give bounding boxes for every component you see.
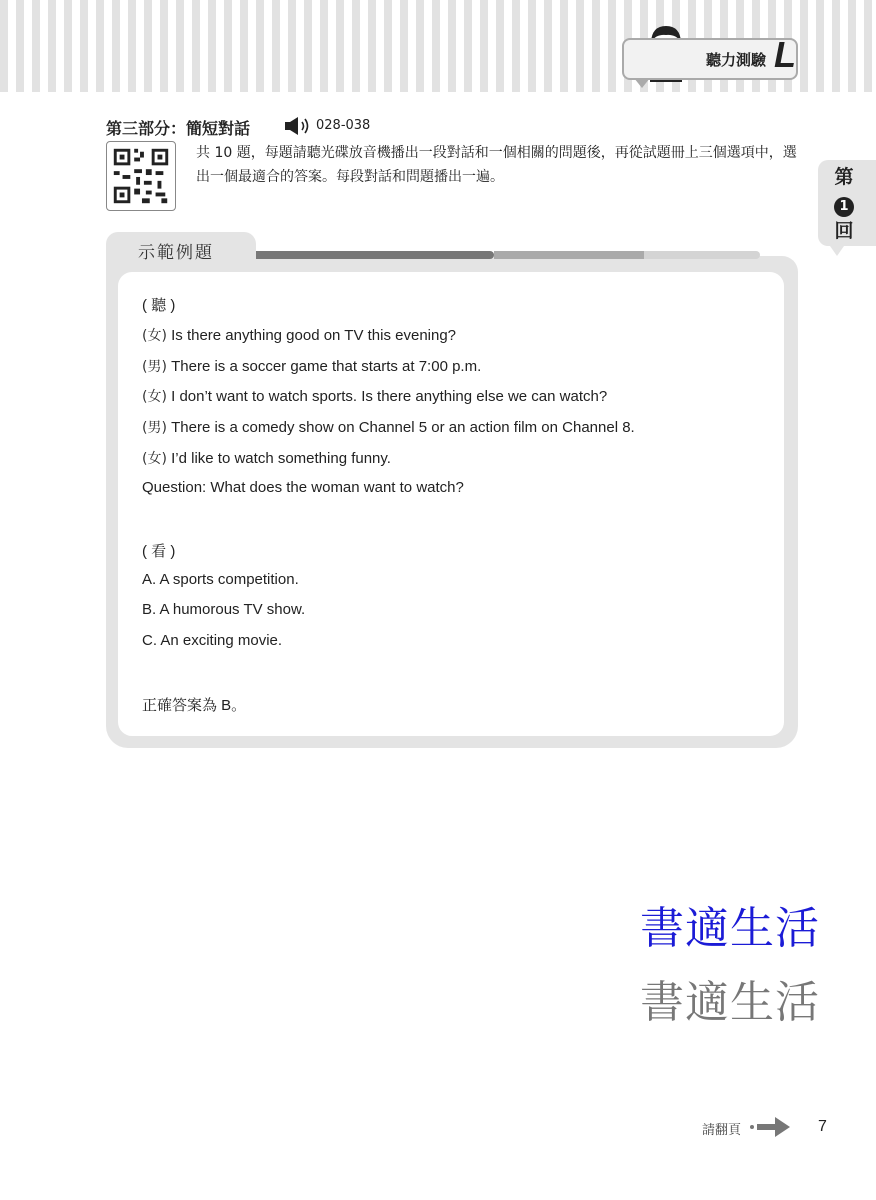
dialogue-line-4: [142, 417, 635, 437]
dialogue-line-1: [142, 325, 456, 345]
speaker-tag: (女): [142, 451, 167, 467]
badge-tail: [634, 78, 650, 88]
header-letter: L: [774, 34, 796, 75]
dialogue-text: There is a soccer game that starts at 7:00 p.m.: [171, 358, 482, 375]
listen-label: ( 聽 ): [142, 297, 176, 314]
section-instructions: 共 10 題，每題請聽光碟放音機播出一段對話和一個相關的問題後，再從試題冊上三個選項中，選出一個最適合的答案。每段對話和問題播出一遍。: [196, 145, 797, 185]
round-tab-top: 第: [834, 166, 854, 188]
example-tab: [106, 232, 256, 266]
qr-code-icon[interactable]: [106, 141, 176, 211]
example-content: [118, 272, 784, 736]
example-label: 示範例題: [138, 243, 214, 263]
dialogue-line-3: [142, 386, 607, 406]
dialogue-text: I don’t want to watch sports. Is there anything else we can watch?: [171, 388, 608, 405]
round-tab: [818, 160, 876, 246]
audio-track-range: 028-038: [316, 118, 371, 133]
dialogue-line-2: [142, 356, 481, 376]
tab-bar-light: [644, 251, 760, 259]
option-c: C. An exciting movie.: [142, 632, 283, 649]
header-title: 聽力測驗: [706, 51, 767, 69]
dialogue-text: Is there anything good on TV this evening?: [171, 327, 457, 344]
watermark-gray: 書適生活: [640, 977, 820, 1028]
look-label: ( 看 ): [142, 543, 176, 560]
option-a: A. A sports competition.: [142, 571, 299, 588]
speaker-tag: (男): [142, 420, 167, 436]
question-text: Question: What does the woman want to watch?: [142, 479, 464, 496]
tab-bar-dark: [256, 251, 494, 259]
page-number: 7: [818, 1118, 827, 1135]
turn-page-label: 請翻頁: [702, 1123, 742, 1138]
option-b: B. A humorous TV show.: [142, 601, 306, 618]
correct-answer: 正確答案為 B。: [142, 697, 247, 714]
example-panel: [106, 256, 798, 748]
watermark-blue: 書適生活: [640, 903, 820, 954]
speaker-tag: (女): [142, 328, 167, 344]
dialogue-text: I’d like to watch something funny.: [171, 450, 391, 467]
arrow-right-icon: [748, 1116, 792, 1138]
speaker-icon[interactable]: [284, 116, 314, 136]
section-title: 第三部分：簡短對話: [106, 119, 251, 138]
dialogue-text: There is a comedy show on Channel 5 or an action film on Channel 8.: [171, 419, 635, 436]
round-tab-tail: [830, 246, 844, 256]
header-badge: [622, 34, 798, 80]
dialogue-line-5: [142, 448, 391, 468]
speaker-tag: (女): [142, 389, 167, 405]
speaker-tag: (男): [142, 359, 167, 375]
tab-bar-mid: [494, 251, 644, 259]
round-number-badge: 1: [834, 197, 854, 217]
round-tab-bottom: 回: [834, 220, 854, 242]
